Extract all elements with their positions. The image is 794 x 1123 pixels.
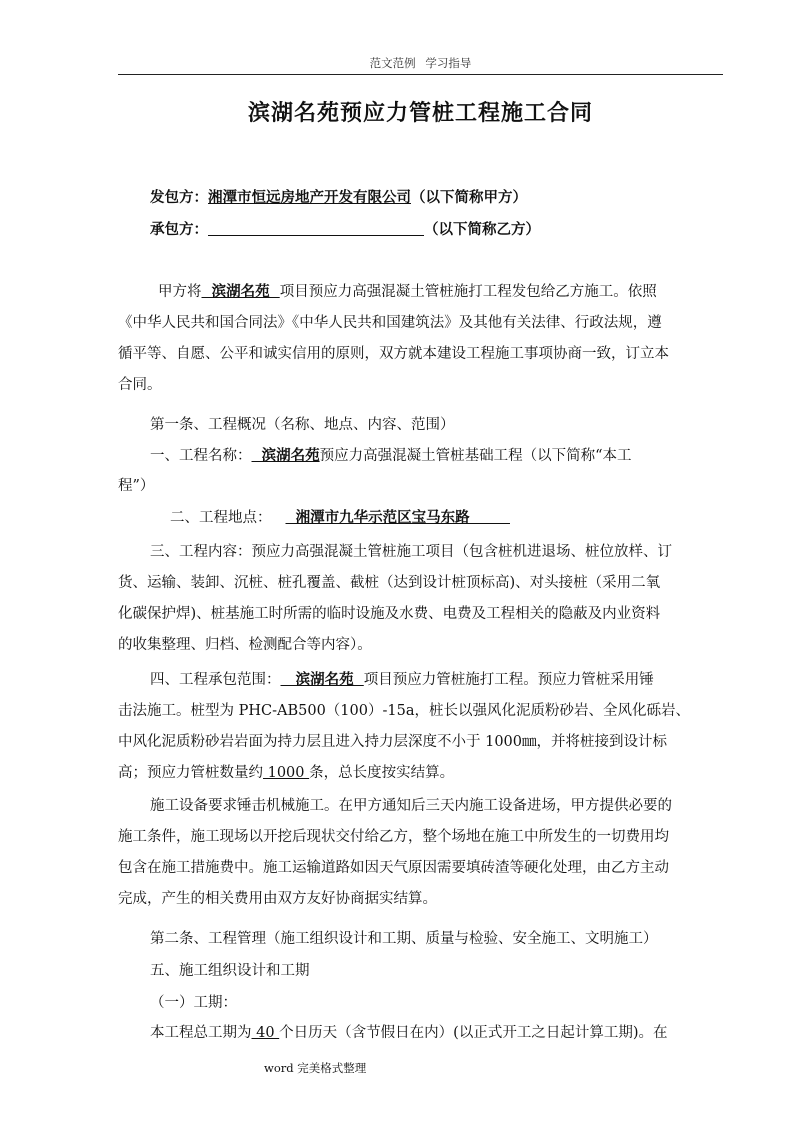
page-footer: word 完美格式整理 [264,1061,367,1075]
intro-text-b: 项目预应力高强混凝土管桩施打工程发包给乙方施工。依照 [279,284,657,300]
equipment-line-2: 施工条件，施工现场以开挖后现状交付给乙方，整个场地在施工中所发生的一切费用均 [118,829,669,845]
intro-text-a: 甲方将 [158,284,202,300]
content-line-4: 的收集整理、归档、检测配合等内容）。 [118,637,372,653]
project-name-rest: 预应力高强混凝土管桩基础工程（以下简称“本工 [319,448,632,464]
section-5-heading: 五、施工组织设计和工期 [150,963,310,979]
party-b-label: 承包方： [150,221,208,238]
content-line-2: 货、运输、装卸、沉桩、桩孔覆盖、截桩（达到设计桩顶标高)、对头接桩（采用二氧 [118,575,661,591]
article-2-heading: 第二条、工程管理（施工组织设计和工期、质量与检验、安全施工、文明施工） [150,931,658,947]
period-line: 本工程总工期为 40 个日历天（含节假日在内）(以正式开工之日起计算工期)。在 [150,1025,668,1041]
project-location-line [118,506,726,527]
scope-rest: 项目预应力管桩施打工程。预应力管桩采用锤 [363,672,654,688]
intro-line-1 [118,280,726,301]
scope-label: 四、工程承包范围： [150,672,281,688]
pile-quantity: 1000 [263,765,310,781]
project-name-cont: 程”） [118,478,155,494]
article-1-heading: 第一条、工程概况（名称、地点、内容、范围） [150,417,455,433]
content-line-3: 化碳保护焊)、桩基施工时所需的临时设施及水费、电费及工程相关的隐蔽及内业资料 [118,606,661,622]
scope-line-3: 中风化泥质粉砂岩岩面为持力层且进入持力层深度不小于 1000㎜，并将桩接到设计标 [118,734,668,750]
intro-line-2: 《中华人民共和国合同法》《中华人民共和国建筑法》及其他有关法律、行政法规，遵 [118,315,662,331]
party-a-name: 湘潭市恒远房地产开发有限公司 [208,189,411,206]
page-header [118,54,723,75]
content-line-1: 三、工程内容：预应力高强混凝土管桩施工项目（包含桩机进退场、桩位放样、订 [150,544,672,560]
intro-project-name: 滨湖名苑 [201,283,280,300]
scope-line-2: 击法施工。桩型为 PHC-AB500（100）-15a，桩长以强风化泥质粉砂岩、全风化砾岩、 [118,703,690,719]
equipment-line-4: 完成，产生的相关费用由双方友好协商据实结算。 [118,891,437,907]
project-name-label: 一、工程名称： [150,448,252,464]
header-left-text: 范文范例 [369,56,416,70]
subsection-a-heading: （一）工期： [150,995,237,1011]
party-a-suffix: （以下简称甲方） [411,189,527,206]
document-title: 滨湖名苑预应力管桩工程施工合同 [247,100,593,126]
equipment-line-1: 施工设备要求锤击机械施工。在甲方通知后三天内施工设备进场，甲方提供必要的 [150,798,672,814]
intro-line-3: 循平等、自愿、公平和诚实信用的原则，双方就本建设工程施工事项协商一致，订立本 [118,346,669,362]
header-right-text: 学习指导 [425,56,472,70]
scope-project-name: 滨湖名苑 [280,671,364,688]
party-a-label: 发包方： [150,189,208,206]
party-b-line [118,218,726,239]
project-location-label: 二、工程地点： [170,510,272,526]
scope-line-4: 高；预应力管桩数量约 1000 条，总长度按实结算。 [118,765,455,781]
intro-line-4: 合同。 [118,377,162,393]
period-days: 40 [251,1025,280,1041]
equipment-line-3: 包含在施工措施费中。施工运输道路如因天气原因需要填砖渣等硬化处理，由乙方主动 [118,860,669,876]
party-b-suffix: （以下简称乙方） [424,221,540,238]
party-a-line [118,186,726,207]
project-location-value: 湘潭市九华示范区宝马东路 [285,509,510,526]
project-name-value: 滨湖名苑 [251,447,320,464]
project-name-line [118,444,726,465]
party-b-blank [208,220,424,236]
scope-line-1 [118,668,726,689]
